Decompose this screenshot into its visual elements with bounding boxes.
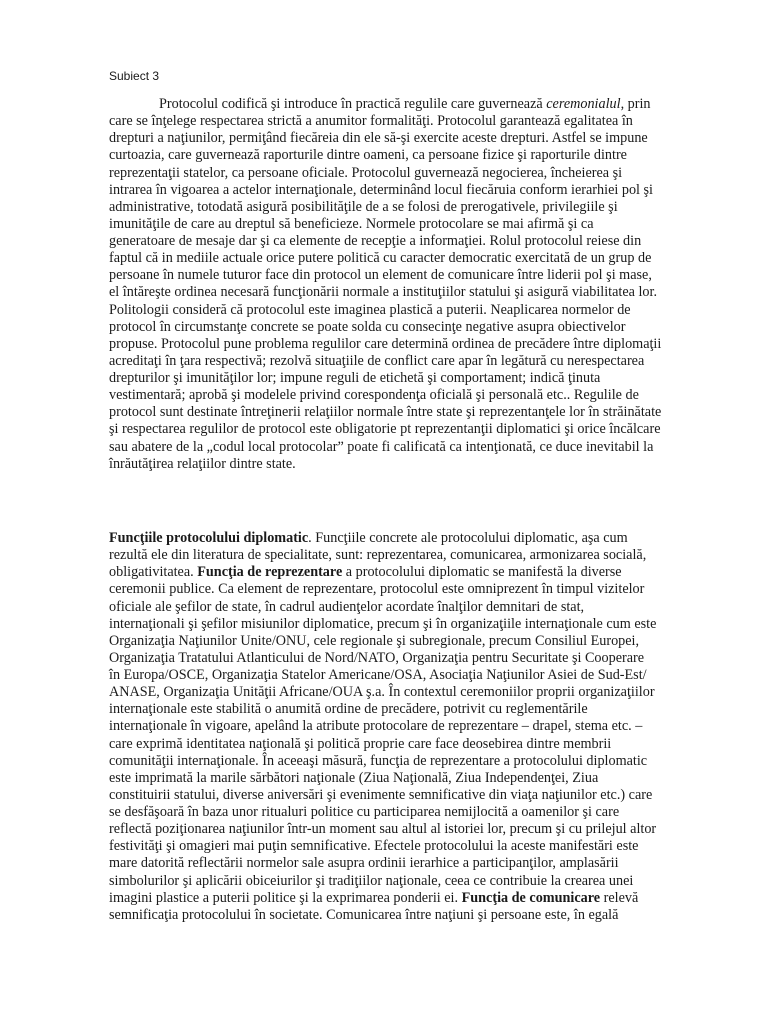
text-line: este imprimată la marile sărbători naţionale (Ziua Naţională, Ziua Independenţei, Ziua (109, 769, 599, 786)
text-line: Organizaţia Naţiunilor Unite/ONU, cele regionale şi subregionale, precum Consiliul Europei, (109, 632, 640, 649)
text-line: reflectă poziţionarea naţiunilor într-un moment sau altul al istoriei lor, precum şi cu prilejul altor (109, 821, 657, 838)
text-line: drepturi a naţiunilor, permiţând fiecăreia din ele să-şi exercite aceste drepturi. Astfel se impune (109, 130, 648, 147)
text-line: el întăreşte ordinea necesară funcţionării normale a instituţiilor statului şi asigură viabilitatea lor. (109, 284, 658, 301)
text-line: obligativitatea. Funcţia de reprezentare a protocolului diplomatic se manifestă la diverse (109, 564, 622, 581)
text-line: vestimentară; aprobă şi modelele privind corespondenţa oficială şi personală etc.. Regulile de (109, 387, 639, 404)
text-line: şi respectarea regulilor de protocol este obligatorie pt reprezentanţii diplomatici şi orice încălcare (109, 421, 661, 438)
section-title: Funcţiile protocolului diplomatic (109, 530, 309, 546)
bold-term-representation: Funcţia de reprezentare (197, 564, 343, 581)
document-heading: Subiect 3 (109, 69, 160, 83)
text-line: rezultă ele din literatura de specialitate, sunt: reprezentarea, comunicarea, armonizarea socială, (109, 547, 647, 564)
text-line: faptul că in mediile actuale orice putere politică cu caracter democratic exercitată de un grup de (109, 250, 652, 267)
text-line: drepturilor şi imunităţilor lor; impune reguli de etichetă şi comportament; indică ţinuta (109, 370, 601, 386)
text-line: intrarea în vigoarea a actelor internaţionale, determinând locul fiecăruia conform ierarhiei pol şi (109, 181, 653, 198)
text-line: semnificaţia protocolului în societate. Comunicarea între naţiuni şi persoane este, în egală (109, 906, 619, 923)
text-line: înrăutăţirea relaţiilor dintre state. (109, 455, 296, 472)
text-line: imunităţile de care au dreptul să beneficieze. Normele protocolare se mai afirmă şi ca (109, 215, 594, 232)
text-line: administrative, totodată asigură posibilităţile de a se folosi de prerogativele, privilegiile şi (109, 198, 618, 215)
text-line: acreditaţi în ţara respectivă; rezolvă situaţiile de conflict care apar în legătură cu nerespectarea (109, 352, 645, 369)
text-line: sau abatere de la „codul local protocolar” poate fi calificată ca intenţionată, ce duce inevitabil la (109, 438, 654, 455)
text-line: în Europa/OSCE, Organizaţia Statelor Americane/OSA, Asociaţia Naţiunilor Asiei de Sud-Est/ (109, 667, 647, 683)
paragraph-protocol-intro (109, 96, 715, 473)
text-line: internaţionale este stabilită o anumită ordine de precădere, potrivit cu reglementările (109, 701, 588, 718)
italic-term: ceremonialul (546, 96, 621, 112)
text-line: ANASE, Organizaţia Unităţii Africane/OUA ş.a. În contextul ceremoniilor proprii organizaţiilor (109, 684, 655, 701)
text-line: internaţionali şi şefilor misiunilor diplomatice, precum şi în organizaţiile internaţionale cum este (109, 615, 657, 632)
text-line: simbolurilor şi aplicării obiceiurilor şi tradiţiilor naţionale, ceea ce contribuie la crearea unei (109, 872, 634, 889)
text-line: internaţionale în vigoare, apelând la atribute protocolare de reprezentare – drapel, stema etc. – (109, 718, 643, 735)
text-line: propuse. Protocolul pune problema regulilor care determină ordinea de precădere între diplomaţii (109, 335, 662, 352)
text-line: comunităţii internaţionale. În aceeaşi măsură, funcţia de reprezentare a protocolului diplomatic (109, 752, 648, 769)
text-line: care exprimă identitatea naţională şi politică proprie care face deosebirea dintre membrii (109, 735, 612, 752)
bold-term-communication: Funcţia de comunicare (461, 889, 601, 906)
text-line: curtoazia, care guvernează raporturile dintre oameni, ca persoane fizice şi raporturile dintre (109, 147, 627, 164)
text-line: generatoare de mesaje dar şi ca elemente de recepţie a informaţiei. Rolul protocolul reiese din (109, 233, 642, 249)
text-line: festivităţi şi omagieri mai puţin semnificative. Efectele protocolului la aceste manifestări este (109, 838, 639, 855)
paragraph-protocol-functions (109, 530, 715, 924)
text-line: care se înţelege respectarea strictă a anumitor formalităţi. Protocolul garantează egalitatea în (109, 113, 633, 130)
text-line: se desfăşoară în baza unor ritualuri politice cu participarea nemijlocită a oamenilor şi care (109, 804, 620, 820)
text-line: ceremonii publice. Ca element de reprezentare, protocolul este omniprezent în timpul vizitelor (109, 581, 645, 598)
text-line: protocol sunt destinate întreţinerii relaţiilor normale între state şi reprezentanţele lor în străinătate (109, 404, 662, 421)
text-line: constituirii statului, diverse aniversări şi evenimente semnificative din viaţa naţiunilor etc.) care (109, 786, 653, 803)
text-line: Organizaţia Tratatului Atlanticului de Nord/NATO, Organizaţia pentru Securitate şi Cooperare (109, 649, 645, 666)
text-line: reprezentaţii statelor, ca persoane oficiale. Protocolul guvernează negocierea, încheierea şi (109, 164, 623, 181)
text-line: protocol în circumstanţe concrete se poate solda cu consecinţe negative asupra obiectivelor (109, 318, 626, 335)
text-line: Politologii consideră că protocolul este imaginea plastică a puterii. Neaplicarea normelor de (109, 301, 631, 318)
text-line: mare datorită reflectării normelor sale asupra ordinii ierarhice a participanţilor, amplasării (109, 855, 619, 872)
text-line: Funcţiile protocolului diplomatic. Funcţiile concrete ale protocolului diplomatic, aşa cum (109, 530, 628, 546)
text-line: persoane în numele tuturor face din protocol un element de comunicare între liderii pol şi mase, (109, 267, 652, 284)
text-line: Protocolul codifică şi introduce în practică regulile care guvernează ceremonialul, prin (159, 96, 651, 112)
text-line: oficiale ale şefilor de state, în cadrul audienţelor acordate înalţilor demnitari de stat, (109, 598, 585, 615)
text-line: imagini plastice a puterii politice şi la exprimarea ponderii ei. Funcţia de comunicare relevă (109, 889, 639, 906)
